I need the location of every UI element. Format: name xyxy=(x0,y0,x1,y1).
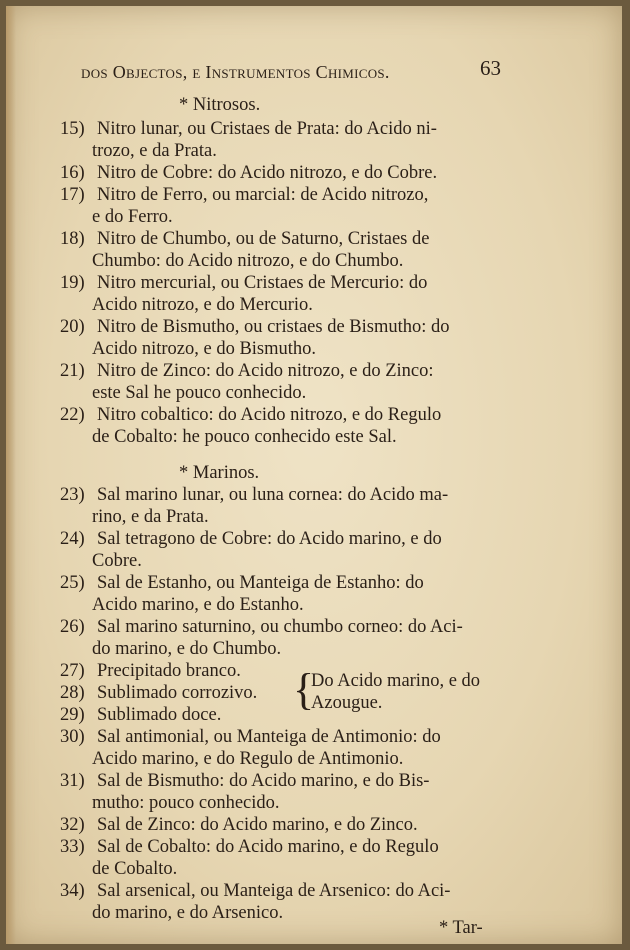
entry-text: Sal de Estanho, ou Manteiga de Estanho: do xyxy=(97,573,424,593)
page-gutter-shadow xyxy=(6,6,16,944)
entry-continuation: trozo, e da Prata. xyxy=(92,141,217,161)
entry-continuation: de Cobalto: he pouco conhecido este Sal. xyxy=(92,427,397,447)
entry-text: Sublimado corrozivo. xyxy=(97,683,258,703)
entry-continuation: do marino, e do Arsenico. xyxy=(92,903,284,923)
entry-text: Sal de Zinco: do Acido marino, e do Zinco. xyxy=(97,815,418,835)
entry-text: Sal marino saturnino, ou chumbo corneo: do Aci- xyxy=(97,617,463,637)
entry-number: 25) xyxy=(60,573,85,593)
entry-number: 27) xyxy=(60,661,85,681)
entry-text: Sal tetragono de Cobre: do Acido marino, e do xyxy=(97,529,442,549)
entry-number: 19) xyxy=(60,273,85,293)
entry-continuation: Cobre. xyxy=(92,551,142,571)
entry-text: Sublimado doce. xyxy=(97,705,222,725)
entry-continuation: Acido nitrozo, e do Bismutho. xyxy=(92,339,317,359)
entry-number: 23) xyxy=(60,485,85,505)
running-title: dos Objectos, e Instrumentos Chimicos. xyxy=(81,62,390,82)
catchword: * Tar- xyxy=(439,918,483,938)
entry-number: 20) xyxy=(60,317,85,337)
entry-number: 18) xyxy=(60,229,85,249)
entry-text: Nitro mercurial, ou Cristaes de Mercurio: do xyxy=(97,273,428,293)
entry-continuation: do marino, e do Chumbo. xyxy=(92,639,282,659)
entry-number: 28) xyxy=(60,683,85,703)
entry-number: 22) xyxy=(60,405,85,425)
entry-text: Nitro de Ferro, ou marcial: de Acido nitrozo, xyxy=(97,185,429,205)
entry-text: Sal arsenical, ou Manteiga de Arsenico: do Aci- xyxy=(97,881,451,901)
entry-number: 26) xyxy=(60,617,85,637)
entry-number: 33) xyxy=(60,837,85,857)
entry-number: 24) xyxy=(60,529,85,549)
entry-text: Nitro de Zinco: do Acido nitrozo, e do Zinco: xyxy=(97,361,434,381)
entry-continuation: Acido marino, e do Estanho. xyxy=(92,595,304,615)
entry-text: Sal de Bismutho: do Acido marino, e do Bis- xyxy=(97,771,430,791)
entry-text: Sal antimonial, ou Manteiga de Antimonio: do xyxy=(97,727,441,747)
entry-text: Precipitado branco. xyxy=(97,661,241,681)
entry-number: 16) xyxy=(60,163,85,183)
entry-number: 31) xyxy=(60,771,85,791)
brace-note-line1: Do Acido marino, e do xyxy=(311,671,481,691)
entry-continuation: e do Ferro. xyxy=(92,207,173,227)
entry-number: 15) xyxy=(60,119,85,139)
entry-number: 29) xyxy=(60,705,85,725)
section-heading-marinos: * Marinos. xyxy=(179,463,260,483)
section-heading-nitrosos: * Nitrosos. xyxy=(179,95,261,115)
entry-continuation: este Sal he pouco conhecido. xyxy=(92,383,307,403)
brace-note-line2: Azougue. xyxy=(311,693,383,713)
entry-number: 34) xyxy=(60,881,85,901)
entry-text: Sal de Cobalto: do Acido marino, e do Regulo xyxy=(97,837,439,857)
entry-continuation: Acido marino, e do Regulo de Antimonio. xyxy=(92,749,404,769)
entry-text: Sal marino lunar, ou luna cornea: do Acido ma- xyxy=(97,485,449,505)
entry-number: 32) xyxy=(60,815,85,835)
entry-text: Nitro cobaltico: do Acido nitrozo, e do Regulo xyxy=(97,405,442,425)
entry-text: Nitro de Cobre: do Acido nitrozo, e do Cobre. xyxy=(97,163,438,183)
entry-continuation: Acido nitrozo, e do Mercurio. xyxy=(92,295,313,315)
entry-continuation: de Cobalto. xyxy=(92,859,178,879)
curly-brace: { xyxy=(293,665,315,714)
book-page xyxy=(6,6,622,944)
entry-continuation: Chumbo: do Acido nitrozo, e do Chumbo. xyxy=(92,251,404,271)
page-header xyxy=(6,56,622,88)
entry-number: 21) xyxy=(60,361,85,381)
entry-number: 30) xyxy=(60,727,85,747)
page-number: 63 xyxy=(480,56,501,80)
entry-text: Nitro de Bismutho, ou cristaes de Bismutho: do xyxy=(97,317,450,337)
entry-continuation: mutho: pouco conhecido. xyxy=(92,793,280,813)
entry-number: 17) xyxy=(60,185,85,205)
entry-continuation: rino, e da Prata. xyxy=(92,507,209,527)
entry-text: Nitro lunar, ou Cristaes de Prata: do Acido ni- xyxy=(97,119,437,139)
entry-text: Nitro de Chumbo, ou de Saturno, Cristaes de xyxy=(97,229,430,249)
